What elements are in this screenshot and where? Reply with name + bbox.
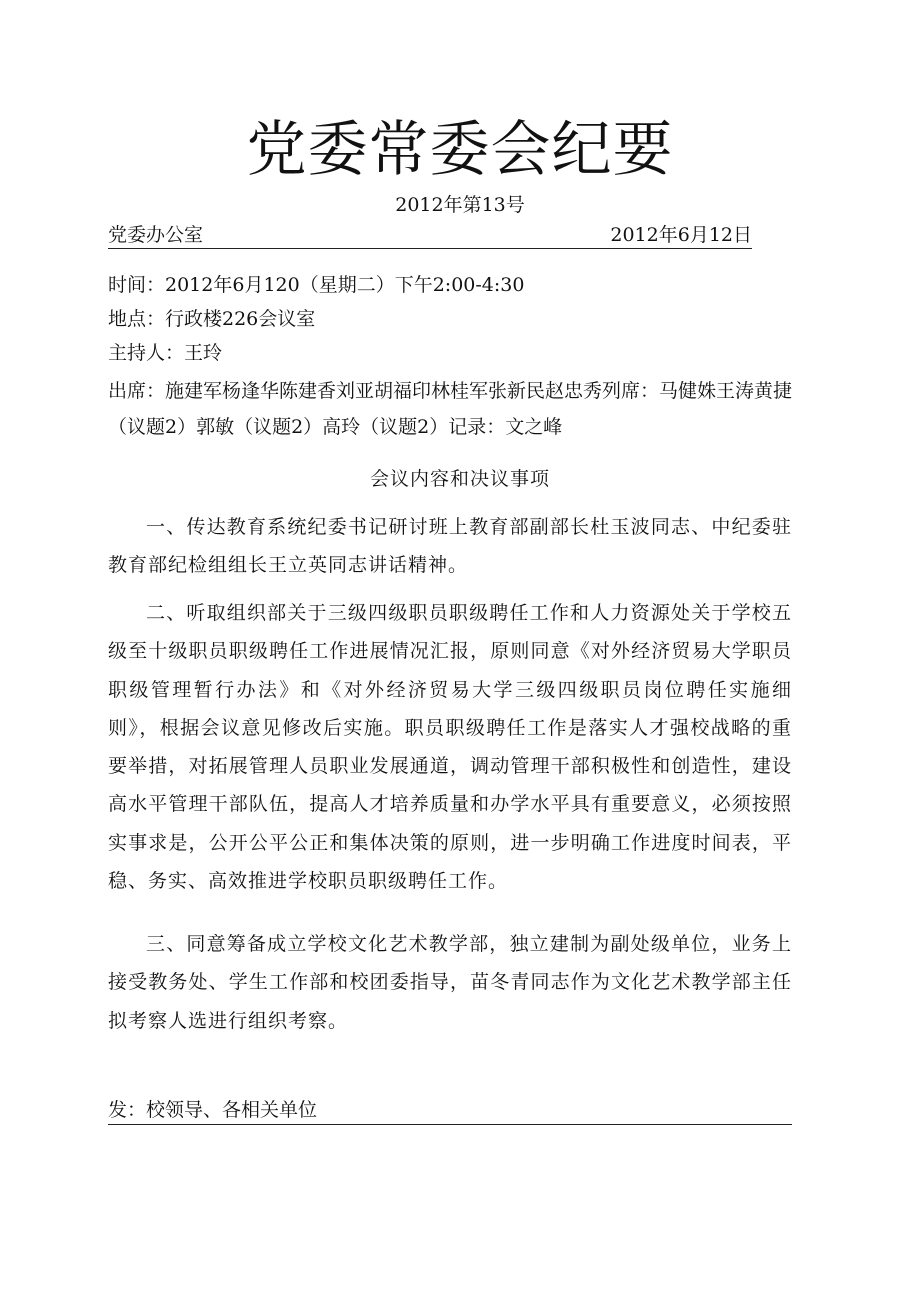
meeting-time: 时间：2012年6月120（星期二）下午2:00-4:30: [108, 274, 525, 296]
document-title: 党委常委会纪要: [246, 115, 674, 185]
meeting-attendees: 出席：施建军杨逢华陈建香刘亚胡福印林桂军张新民赵忠秀列席：马健姝王涛黄捷（议题2）郭敏（议题2）高玲（议题2）记录：文之峰: [108, 380, 793, 438]
resolution-item-1: 一、传达教育系统纪委书记研讨班上教育部副部长杜玉波同志、中纪委驻教育部纪检组组长王立英同志讲话精神。: [108, 516, 792, 577]
issuing-office: 党委办公室: [108, 224, 204, 246]
section-title: 会议内容和决议事项: [369, 468, 550, 490]
resolution-item-3: 三、同意筹备成立学校文化艺术教学部，独立建制为副处级单位，业务上接受教务处、学生工作部和校团委指导，苗冬青同志作为文化艺术教学部主任拟考察人选进行组织考察。: [108, 933, 792, 1032]
issuer-line: [108, 222, 752, 249]
resolution-item-2: 二、听取组织部关于三级四级职员职级聘任工作和人力资源处关于学校五级至十级职员职级聘任工作进展情况汇报，原则同意《对外经济贸易大学职员职级管理暂行办法》和《对外经济贸易大学三级四级职员岗位聘任实施细则》，根据会议意见修改后实施。职员职级聘任工作是落实人才强校战略的重要举措，对拓展管理人员职业发展通道，调动管理干部积极性和创造性，建设高水平管理干部队伍，提高人才培养质量和办学水平具有重要意义，必须按照实事求是，公开公平公正和集体决策的原则，进一步明确工作进度时间表，平稳、务实、高效推进学校职员职级聘任工作。: [108, 602, 792, 893]
meeting-place: 地点：行政楼226会议室: [108, 308, 316, 330]
issue-number: 2012年第13号: [395, 194, 525, 216]
distribution-line: 发：校领导、各相关单位: [108, 1096, 792, 1125]
meeting-host: 主持人：王玲: [108, 342, 223, 364]
issue-date: 2012年6月12日: [610, 224, 752, 246]
